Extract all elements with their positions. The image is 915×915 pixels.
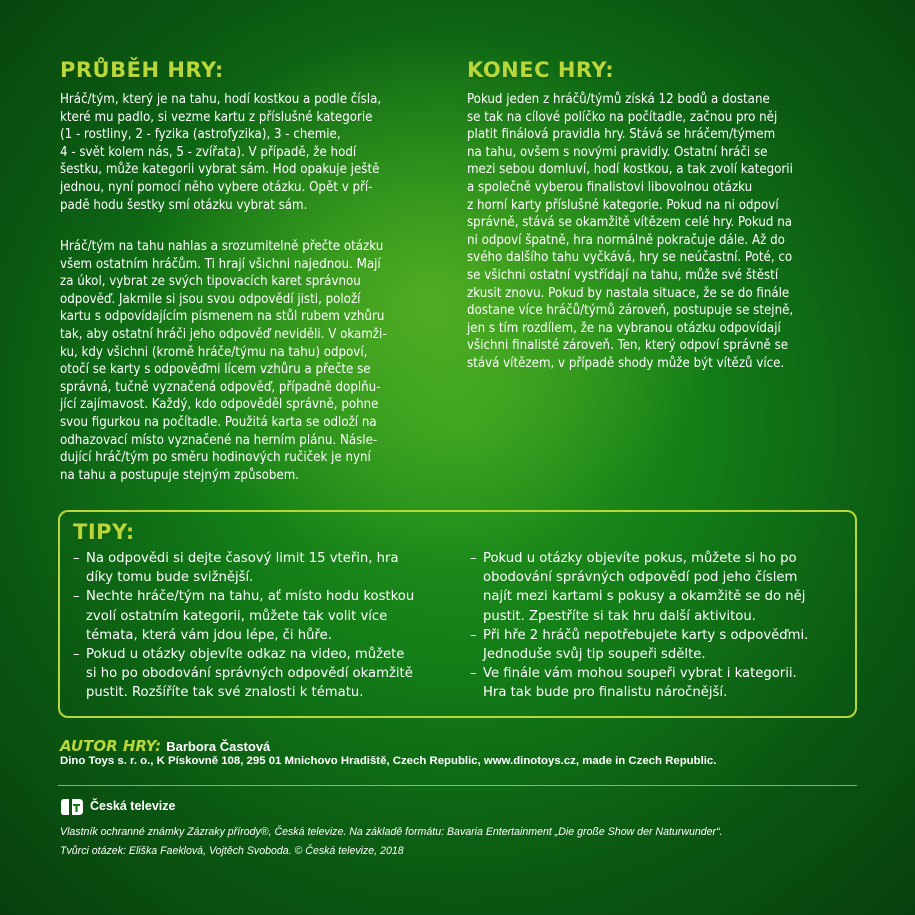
credits-line-1: Vlastník ochranné známky Zázraky přírody®, Česká televize. Na základě formátu: Bavaria Entertainment „Die große Show der Naturwunder“. [60, 826, 723, 838]
dash-bullet: – [470, 627, 477, 643]
company-info: Dino Toys s. r. o., K Pískovně 108, 295 01 Mnichovo Hradiště, Czech Republic, www.dinotoys.cz, made in Czech Republic. [60, 755, 717, 767]
dash-bullet: – [73, 647, 80, 663]
section-heading-prubeh: PRŮBĚH HRY: [60, 58, 224, 82]
author-name: Barbora Častová [166, 739, 271, 754]
tip-text: Pokud u otázky objevíte odkaz na video, můžete si ho po obodování správných odpovědí okamžitě pustit. Rozšíříte tak své znalosti k tématu. [86, 647, 413, 701]
dash-bullet: – [73, 589, 80, 605]
credits-line-2: Tvůrci otázek: Eliška Faeklová, Vojtěch Svoboda. © Česká televize, 2018 [60, 845, 404, 857]
tip-text: Na odpovědi si dejte časový limit 15 vteřin, hra díky tomu bude svižnější. [86, 551, 399, 586]
author-label: AUTOR HRY: [60, 737, 162, 755]
tips-list-left [73, 549, 458, 703]
tip-item [73, 549, 458, 587]
tip-item [470, 549, 855, 626]
author-line [60, 736, 270, 755]
section-heading-konec: KONEC HRY: [467, 58, 615, 82]
tip-text: Nechte hráče/tým na tahu, ať místo hodu kostkou zvolí ostatním kategorii, můžete tak volit více témata, která vám jdou lépe, či hůře. [86, 589, 415, 643]
tip-item [73, 587, 458, 645]
ceska-televize-logo-icon [60, 798, 84, 816]
tip-text: Ve finále vám mohou soupeři vybrat i kategorii. Hra tak bude pro finalistu náročnější. [483, 666, 797, 701]
dash-bullet: – [470, 666, 477, 682]
konec-paragraph: Pokud jeden z hráčů/týmů získá 12 bodů a dostane se tak na cílové políčko na počítadle, začnou pro něj platit finálová pravidla hry. Stává se hráčem/týmem na tahu, ovšem s novými pravidly. Ostatní hráči se mezi sebou domluví, hodí kostkou, a tak zvolí kategorii a společně vyberou finalistovi libovolnou otázku z horní karty příslušné kategorie. Pokud na ni odpoví správně, stává se okamžitě vítězem celé hry. Pokud na ni odpoví špatně, hra normálně pokračuje dále. Až do svého dalšího tahu vyčkává, hry se neúčastní. Poté, co se všichni ostatní vystřídají na tahu, může své štěstí zkusit znovu. Pokud by nastala situace, že se do finále dostane více hráčů/týmů zároveň, postupuje se stejně, jen s tím rozdílem, že na vybranou otázku odpovídají všichni finalisté zároveň. Ten, který odpoví správně se stává vítězem, v případě shody může být vítězů více. [467, 92, 794, 371]
tip-item [470, 664, 855, 702]
dash-bullet: – [73, 551, 80, 566]
section-heading-tipy: TIPY: [73, 520, 135, 544]
dash-bullet: – [470, 551, 477, 566]
prubeh-paragraph-2: Hráč/tým na tahu nahlas a srozumitelně přečte otázku všem ostatním hráčům. Ti hrají všichni najednou. Mají za úkol, vybrat ze svých tipovacích karet správnou odpověď. Jakmile si jsou svou odpovědí jisti, položí kartu s odpovídajícím písmenem na stůl rubem vzhůru tak, aby ostatní hráči jeho odpověď neviděli. V okamži- ku, kdy všichni (kromě hráče/týmu na tahu) odpoví, otočí se karty s odpověďmi lícem vzhůru a přečte se správná, tučně vyznačená odpověď, případně doplňu- jící zajímavost. Každý, kdo odpověděl správně, pohne svou figurkou na počítadle. Použitá karta se odloží na odhazovací místo vyznačené na herním plánu. Násle- dující hráč/tým po směru hodinových ručiček je nyní na tahu a postupuje stejným způsobem. [60, 239, 387, 483]
tip-item [470, 626, 855, 664]
tip-item [73, 645, 458, 703]
tip-text: Při hře 2 hráčů nepotřebujete karty s odpověďmi. Jednoduše svůj tip soupeři sdělte. [483, 627, 809, 663]
prubeh-paragraph-1: Hráč/tým, který je na tahu, hodí kostkou a podle čísla, které mu padlo, si vezme kartu z příslušné kategorie (1 - rostliny, 2 - fyzika (astrofyzika), 3 - chemie, 4 - svět kolem nás, 5 - zvířata). V případě, že hodí šestku, může kategorii vybrat sám. Hod opakuje ještě jednou, nyní pomocí něho vybere otázku. Opět v pří- padě hodu šestky smí otázku vybrat sám. [60, 92, 382, 213]
broadcaster-name: Česká televize [90, 799, 176, 813]
tip-text: Pokud u otázky objevíte pokus, můžete si ho po obodování správných odpovědí pod jeho číslem najít mezi kartami s pokusy a okamžitě se do něj pustit. Zpestříte si tak hru další aktivitou. [483, 551, 806, 624]
tips-list-right [470, 549, 855, 703]
footer-divider [58, 785, 857, 786]
